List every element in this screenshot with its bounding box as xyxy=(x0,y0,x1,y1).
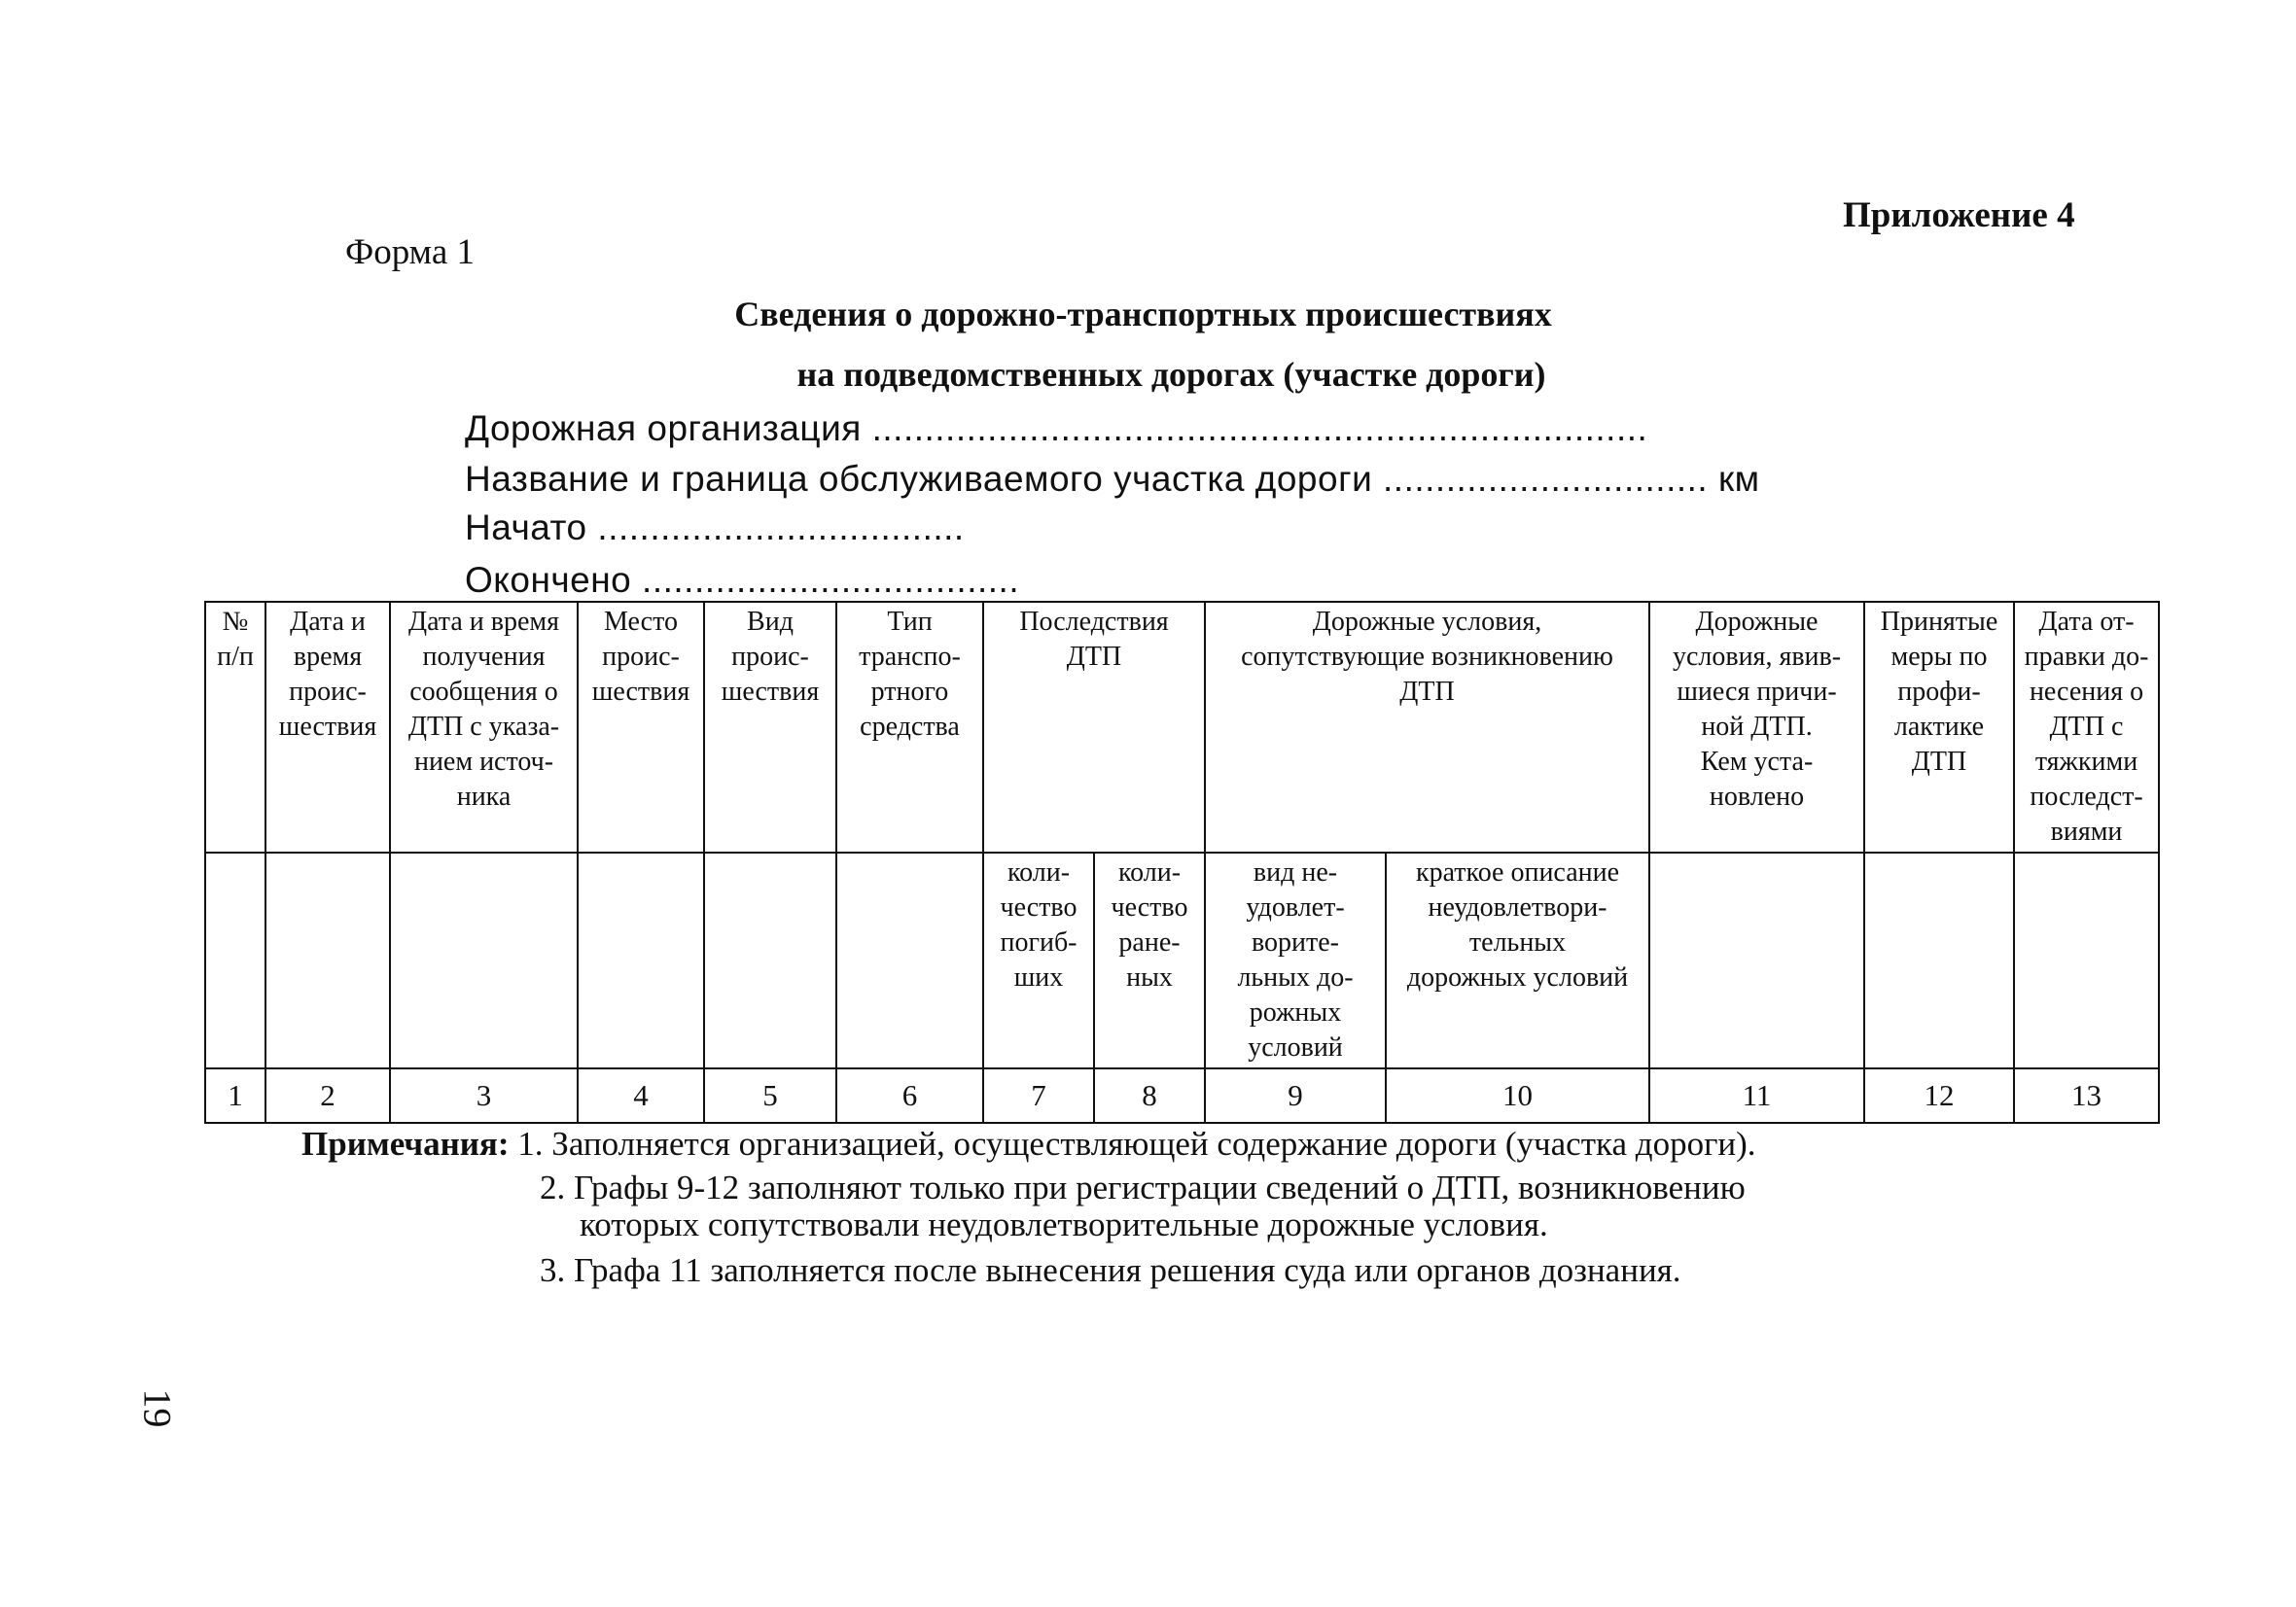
table-cell xyxy=(265,853,390,1068)
column-number: 9 xyxy=(1205,1068,1386,1123)
table-subheader-row xyxy=(205,853,2159,1068)
table-cell xyxy=(205,853,265,1068)
column-number: 10 xyxy=(1386,1068,1649,1123)
subheader-cell-condition-description: краткое описание неудовлетвори- тельных дорожных условий xyxy=(1386,853,1649,1068)
column-number: 8 xyxy=(1094,1068,1205,1123)
column-number: 1 xyxy=(205,1068,265,1123)
table-cell xyxy=(390,853,578,1068)
note-1 xyxy=(301,1125,1756,1164)
table-cell xyxy=(1649,853,1864,1068)
table-cell xyxy=(578,853,704,1068)
table-header-row xyxy=(205,602,2159,853)
column-number: 7 xyxy=(983,1068,1094,1123)
note-2-line2: которых сопутствовали неудовлетворительные дорожные условия. xyxy=(580,1205,1548,1243)
header-cell-measures: Принятые меры по профи- лактике ДТП xyxy=(1864,602,2014,853)
field-road-organization: Дорожная организация .......................................................................... xyxy=(465,408,1648,448)
header-cell-road-conditions: Дорожные условия, сопутствующие возникновению ДТП xyxy=(1205,602,1649,853)
column-number: 2 xyxy=(265,1068,390,1123)
table-cell xyxy=(704,853,836,1068)
header-cell-date-time: Дата и время проис- шествия xyxy=(265,602,390,853)
subheader-cell-killed: коли- чество погиб- ших xyxy=(983,853,1094,1068)
field-road-section: Название и граница обслуживаемого участка дороги ............................... км xyxy=(465,459,1760,499)
column-number: 5 xyxy=(704,1068,836,1123)
header-cell-consequences: Последствия ДТП xyxy=(983,602,1205,853)
column-number: 4 xyxy=(578,1068,704,1123)
field-finished: Окончено .................................... xyxy=(465,560,1020,600)
notes-label: Примечания: xyxy=(301,1125,510,1163)
page-number: 19 xyxy=(135,1388,180,1428)
document-title-line1: Сведения о дорожно-транспортных происшествиях xyxy=(734,295,1552,333)
header-cell-report-date: Дата от- правки до- несения о ДТП с тяжкими последст- виями xyxy=(2014,602,2159,853)
header-cell-vehicle-type: Тип транспо- ртного средства xyxy=(836,602,983,853)
column-number: 12 xyxy=(1864,1068,2014,1123)
column-number: 3 xyxy=(390,1068,578,1123)
column-number: 11 xyxy=(1649,1068,1864,1123)
table-cell xyxy=(836,853,983,1068)
subheader-cell-condition-type: вид не- удовлет- ворите- льных до- рожных условий xyxy=(1205,853,1386,1068)
note-2-line1: 2. Графы 9-12 заполняют только при регистрации сведений о ДТП, возникновению xyxy=(540,1169,1746,1206)
document-title-line2: на подведомственных дорогах (участке дороги) xyxy=(796,355,1546,394)
form-label: Форма 1 xyxy=(345,232,476,272)
header-cell-cause-conditions: Дорожные условия, явив- шиеся причи- ной ДТП. Кем уста- новлено xyxy=(1649,602,1864,853)
header-cell-number: № п/п xyxy=(205,602,265,853)
header-cell-location: Место проис- шествия xyxy=(578,602,704,853)
header-cell-report-received: Дата и время получения сообщения о ДТП с указа- нием источ- ника xyxy=(390,602,578,853)
note-1-text: 1. Заполняется организацией, осуществляющей содержание дороги (участка дороги). xyxy=(509,1125,1756,1163)
note-3: 3. Графа 11 заполняется после вынесения решения суда или органов дознания. xyxy=(540,1251,1681,1289)
subheader-cell-injured: коли- чество ране- ных xyxy=(1094,853,1205,1068)
column-number: 13 xyxy=(2014,1068,2159,1123)
table-cell xyxy=(2014,853,2159,1068)
accident-report-table xyxy=(204,601,2160,1124)
header-cell-accident-type: Вид проис- шествия xyxy=(704,602,836,853)
column-number: 6 xyxy=(836,1068,983,1123)
table-cell xyxy=(1864,853,2014,1068)
appendix-label: Приложение 4 xyxy=(1843,195,2075,235)
table-column-numbers-row xyxy=(205,1068,2159,1123)
field-started: Начато ................................... xyxy=(465,507,965,547)
